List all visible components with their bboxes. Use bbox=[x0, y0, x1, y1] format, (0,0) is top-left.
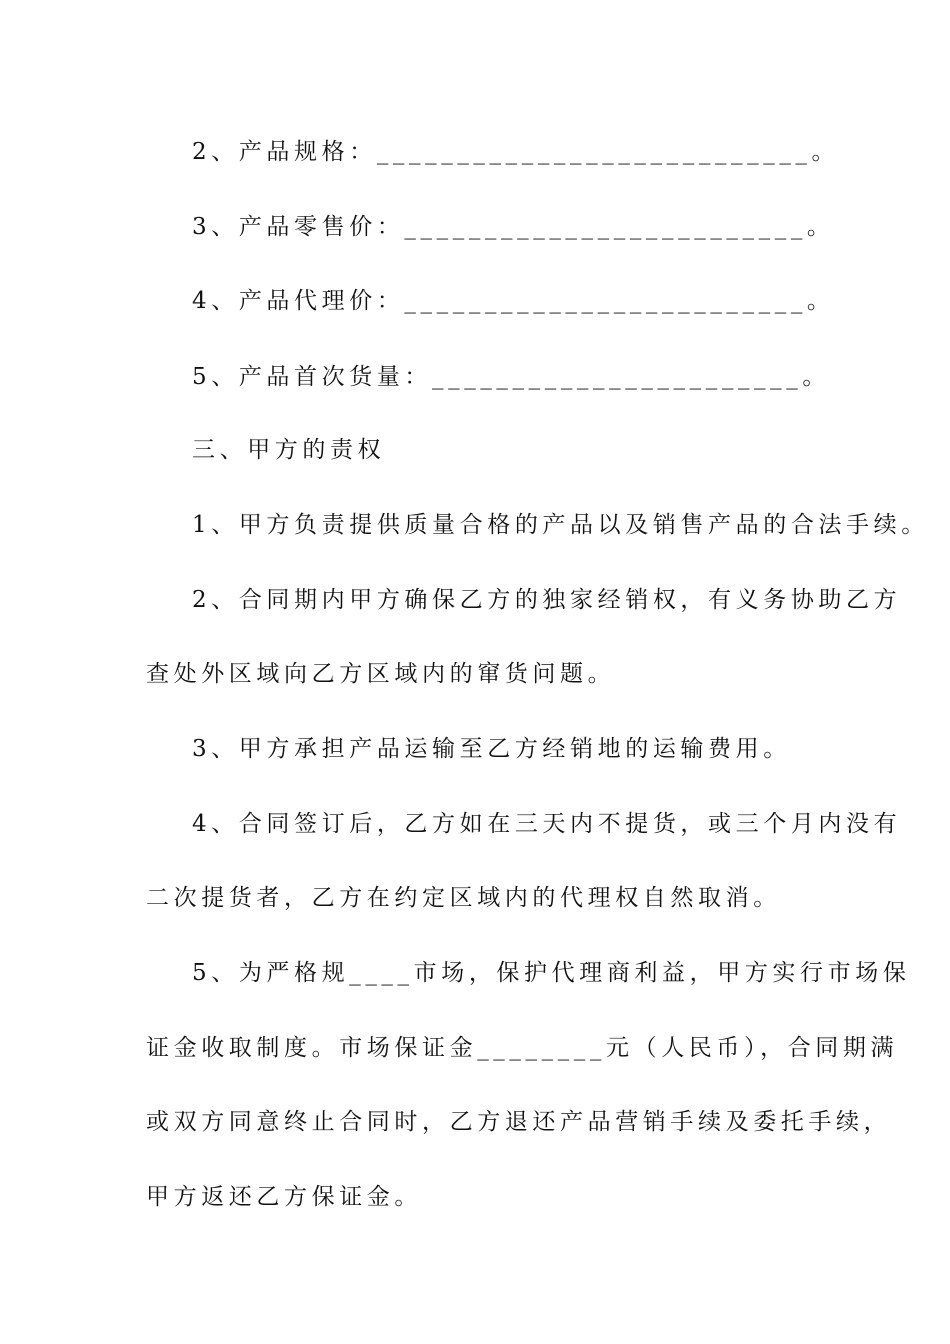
retail-price-line: 3、产品零售价：_________________________。 bbox=[192, 214, 835, 240]
clause-3-line: 3、甲方承担产品运输至乙方经销地的运输费用。 bbox=[192, 736, 791, 762]
clause-5-line-4: 甲方返还乙方保证金。 bbox=[146, 1184, 422, 1210]
clause-5-line-3: 或双方同意终止合同时，乙方退还产品营销手续及委托手续， bbox=[146, 1109, 892, 1135]
product-spec-line: 2、产品规格：___________________________。 bbox=[192, 139, 840, 165]
section-heading-party-a: 三、甲方的责权 bbox=[192, 437, 386, 463]
clause-2-line-1: 2、合同期内甲方确保乙方的独家经销权，有义务协助乙方 bbox=[192, 587, 902, 613]
clause-4-line-2: 二次提货者，乙方在约定区域内的代理权自然取消。 bbox=[146, 885, 781, 911]
first-quantity-line: 5、产品首次货量：_______________________。 bbox=[192, 364, 830, 390]
clause-5-line-1: 5、为严格规____市场，保护代理商利益，甲方实行市场保 bbox=[192, 960, 911, 986]
agent-price-line: 4、产品代理价：_________________________。 bbox=[192, 288, 835, 314]
clause-5-line-2: 证金收取制度。市场保证金________元（人民币），合同期满 bbox=[146, 1035, 899, 1061]
clause-4-line-1: 4、合同签订后，乙方如在三天内不提货，或三个月内没有 bbox=[192, 811, 902, 837]
clause-2-line-2: 查处外区域向乙方区域内的窜货问题。 bbox=[146, 661, 616, 687]
clause-1-line: 1、甲方负责提供质量合格的产品以及销售产品的合法手续。 bbox=[192, 512, 929, 538]
